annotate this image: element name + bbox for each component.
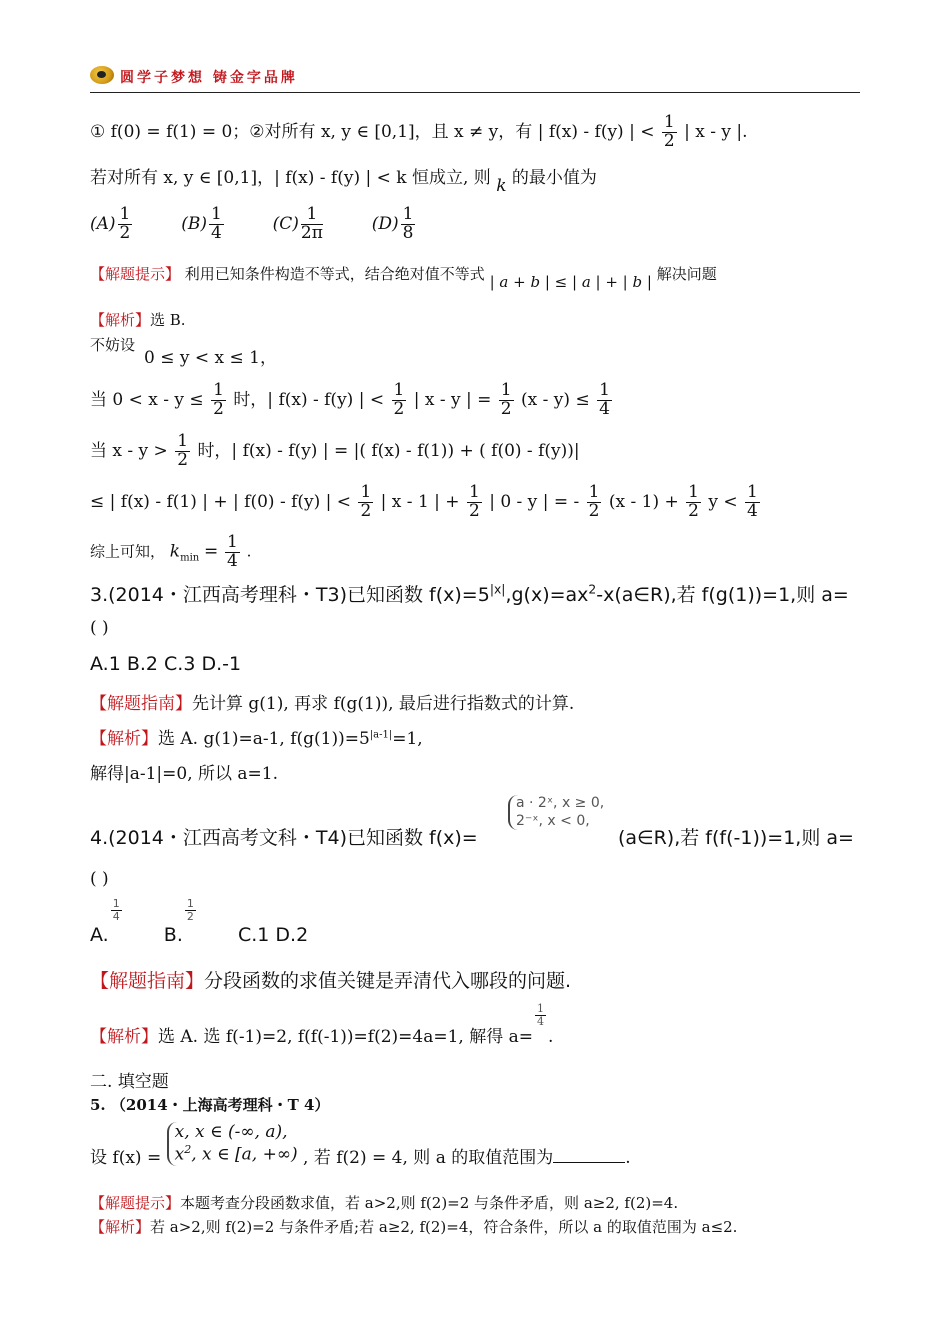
q5-tail: , 若 f(2) = 4, 则 a 的取值范围为 bbox=[303, 1147, 554, 1168]
q5-formula bbox=[90, 1122, 631, 1166]
q5-stem: 5. （2014・上海高考理科・T 4） bbox=[90, 1096, 330, 1114]
q3-stem bbox=[90, 580, 849, 607]
solution-text: 选 A. g(1)=a-1, f(g(1))=5 bbox=[158, 729, 370, 749]
solution-exponent: |a-1| bbox=[369, 729, 393, 741]
chain-part-b: | x - 1 | + bbox=[380, 491, 460, 512]
header-divider bbox=[90, 92, 860, 93]
solution-tag: 【解析】 bbox=[90, 311, 151, 329]
fraction-quarter: $\frac{1}{4}$ bbox=[227, 532, 238, 571]
q4-solution bbox=[90, 1000, 554, 1047]
q4-brace bbox=[508, 795, 604, 830]
q2-option-b: (B) $\frac{1}{4}$ bbox=[181, 204, 222, 243]
q2-summary bbox=[90, 534, 251, 571]
solution-fraction: $\frac{1}{4}$ bbox=[537, 1002, 545, 1028]
fraction-half: $\frac{1}{2}$ bbox=[588, 482, 600, 521]
q5-piece-2-square: 2 bbox=[184, 1143, 192, 1157]
solution-tag: 【解析】 bbox=[90, 1218, 151, 1236]
q3-solution-line2: 解得|a-1|=0, 所以 a=1. bbox=[90, 764, 279, 784]
answer-blank[interactable] bbox=[553, 1148, 625, 1163]
q2-question-text: 若对所有 x, y ∈ [0,1]，| f(x) - f(y) | < k 恒成立, 则 bbox=[90, 168, 491, 188]
fraction-half: $\frac{1}{2}$ bbox=[688, 482, 699, 521]
summary-period: . bbox=[246, 542, 252, 561]
option-b-fraction: $\frac{1}{4}$ bbox=[210, 204, 222, 243]
chain-part-a: ≤ | f(x) - f(1) | + | f(0) - f(y) | < bbox=[90, 491, 352, 512]
q4-option-b-label: B. bbox=[163, 923, 183, 946]
q4-options bbox=[90, 897, 309, 946]
guide-text: 先计算 g(1), 再求 f(g(1)), 最后进行指数式的计算. bbox=[192, 694, 575, 714]
q4-stem-a: 4.(2014・江西高考文科・T4)已知函数 f(x)= bbox=[90, 827, 478, 849]
solution-tag: 【解析】 bbox=[90, 1027, 158, 1047]
solution-text: 选 A. 选 f(-1)=2, f(f(-1))=f(2)=4a=1, 解得 a= bbox=[158, 1027, 534, 1047]
q2-solution-head bbox=[90, 309, 186, 330]
option-a-fraction: $\frac{1}{2}$ bbox=[119, 204, 131, 243]
q4-piece-1: a · 2ˣ, x ≥ 0, bbox=[516, 795, 605, 811]
option-c-fraction: $\frac{1}{2\pi}$ bbox=[300, 204, 323, 243]
case2-part-b: 时，| f(x) - f(y) | = |( f(x) - f(1)) + ( f(0) - f(y))| bbox=[197, 440, 580, 461]
case1-part-b: 时，| f(x) - f(y) | < bbox=[233, 389, 385, 410]
summary-subscript: min bbox=[180, 552, 200, 564]
hint-tag: 【解题提示】 bbox=[90, 265, 181, 283]
q2-case2 bbox=[90, 433, 580, 470]
q4-piece-2: 2⁻ˣ, x < 0, bbox=[516, 812, 590, 829]
hint-formula: | a + b | ≤ | a | + | b | bbox=[489, 273, 652, 291]
hint-end: 解决问题 bbox=[656, 265, 717, 283]
hint-text: 利用已知条件构造不等式，结合绝对值不等式 bbox=[184, 265, 485, 283]
solution-choice: 选 B. bbox=[150, 311, 186, 329]
guide-text: 分段函数的求值关键是弄清代入哪段的问题. bbox=[204, 970, 572, 992]
fraction-half: $\frac{1}{2}$ bbox=[663, 112, 675, 151]
fraction-half: $\frac{1}{2}$ bbox=[213, 380, 224, 419]
q3-stem-b: ,g(x)=ax bbox=[505, 584, 589, 606]
q3-stem-a: 3.(2014・江西高考理科・T3)已知函数 f(x)=5 bbox=[90, 584, 490, 606]
q4-stem-tail: (a∈R),若 f(f(-1))=1,则 a= bbox=[618, 827, 854, 849]
q2-hint bbox=[90, 263, 717, 291]
q3-guide bbox=[90, 689, 574, 714]
q5-piece-1: x, x ∈ (-∞, a), bbox=[174, 1122, 288, 1142]
case1-part-a: 当 0 < x - y ≤ bbox=[90, 389, 204, 410]
q5-lead: 设 f(x) = bbox=[90, 1147, 162, 1168]
q3-stem-square: 2 bbox=[588, 582, 597, 597]
fraction-half: $\frac{1}{2}$ bbox=[177, 431, 189, 470]
q5-piece-2b: , x ∈ [a, +∞) bbox=[191, 1144, 298, 1165]
q4-option-b-fraction: $\frac{1}{2}$ bbox=[186, 897, 194, 923]
fraction-half: $\frac{1}{2}$ bbox=[360, 482, 372, 521]
brand-logo-icon bbox=[90, 66, 114, 84]
q5-piece-2a: x bbox=[174, 1144, 185, 1165]
q4-answer-paren: ( ) bbox=[90, 869, 109, 889]
q3-stem-exponent: |x| bbox=[489, 582, 506, 597]
guide-tag: 【解题指南】 bbox=[90, 970, 205, 992]
solution-text: 若 a>2,则 f(2)=2 与条件矛盾;若 a≥2, f(2)=4，符合条件，所以 a 的取值范围为 a≤2. bbox=[150, 1218, 738, 1236]
q2-conditions-tail: | x - y |. bbox=[684, 121, 748, 142]
q4-stem bbox=[90, 823, 478, 850]
q5-tail-end: . bbox=[625, 1147, 631, 1168]
solution-text-end: =1, bbox=[392, 729, 423, 749]
wlog-text: 不妨设 bbox=[90, 336, 136, 354]
chain-part-d: (x - 1) + bbox=[608, 491, 679, 512]
solution-end: . bbox=[548, 1027, 554, 1047]
solution-tag: 【解析】 bbox=[90, 729, 158, 749]
q5-hint bbox=[90, 1192, 678, 1213]
fraction-quarter: $\frac{1}{4}$ bbox=[599, 380, 610, 419]
summary-equals: = bbox=[204, 541, 219, 562]
q5-brace bbox=[167, 1122, 298, 1166]
summary-k: k bbox=[169, 541, 181, 562]
q2-wlog-formula: 0 ≤ y < x ≤ 1， bbox=[144, 348, 277, 368]
case1-part-d: (x - y) ≤ bbox=[521, 389, 590, 410]
q2-wlog bbox=[90, 334, 135, 355]
q4-option-a-fraction: $\frac{1}{4}$ bbox=[112, 897, 120, 923]
q2-option-c: (C) $\frac{1}{2\pi}$ bbox=[272, 204, 323, 243]
q2-conditions-text: ① f(0) = f(1) = 0；②对所有 x, y ∈ [0,1]，且 x ≠ y，有 | f(x) - f(y) | < bbox=[90, 121, 655, 142]
chain-part-e: y < bbox=[708, 491, 738, 512]
q2-option-d: (D) $\frac{1}{8}$ bbox=[371, 204, 414, 243]
q2-options bbox=[90, 206, 417, 243]
q3-solution bbox=[90, 724, 423, 749]
q2-question bbox=[90, 163, 597, 196]
option-d-fraction: $\frac{1}{8}$ bbox=[402, 204, 414, 243]
guide-tag: 【解题指南】 bbox=[90, 694, 192, 714]
section-title: 二. 填空题 bbox=[90, 1072, 169, 1092]
case2-part-a: 当 x - y > bbox=[90, 440, 168, 461]
case1-part-c: | x - y | = bbox=[413, 389, 492, 410]
page-header bbox=[90, 64, 860, 94]
q5-solution bbox=[90, 1216, 737, 1237]
q2-question-end: 的最小值为 bbox=[511, 168, 597, 188]
q4-piecewise bbox=[508, 795, 604, 830]
chain-part-c: | 0 - y | = - bbox=[489, 491, 580, 512]
q2-case1 bbox=[90, 382, 614, 419]
q4-guide bbox=[90, 966, 571, 993]
fraction-half: $\frac{1}{2}$ bbox=[500, 380, 512, 419]
q2-conditions bbox=[90, 114, 748, 151]
q3-stem-c: -x(a∈R),若 f(g(1))=1,则 a= bbox=[596, 584, 849, 606]
q2-variable-k: k bbox=[496, 176, 507, 196]
fraction-quarter: $\frac{1}{4}$ bbox=[747, 482, 758, 521]
q4-option-a-label: A. bbox=[90, 923, 109, 946]
q3-options: A.1 B.2 C.3 D.-1 bbox=[90, 653, 242, 675]
hint-tag: 【解题提示】 bbox=[90, 1194, 181, 1212]
hint-text: 本题考查分段函数求值，若 a>2,则 f(2)=2 与条件矛盾，则 a≥2, f(2)=4. bbox=[180, 1194, 679, 1212]
q4-option-cd: C.1 D.2 bbox=[237, 923, 309, 946]
q2-option-a: (A) $\frac{1}{2}$ bbox=[90, 204, 131, 243]
q3-answer-paren: ( ) bbox=[90, 618, 109, 638]
fraction-half: $\frac{1}{2}$ bbox=[393, 380, 405, 419]
fraction-half: $\frac{1}{2}$ bbox=[468, 482, 480, 521]
summary-text: 综上可知， bbox=[90, 542, 166, 561]
q2-chain bbox=[90, 484, 762, 521]
brand-slogan: 圆学子梦想 铸金字品牌 bbox=[120, 70, 298, 86]
